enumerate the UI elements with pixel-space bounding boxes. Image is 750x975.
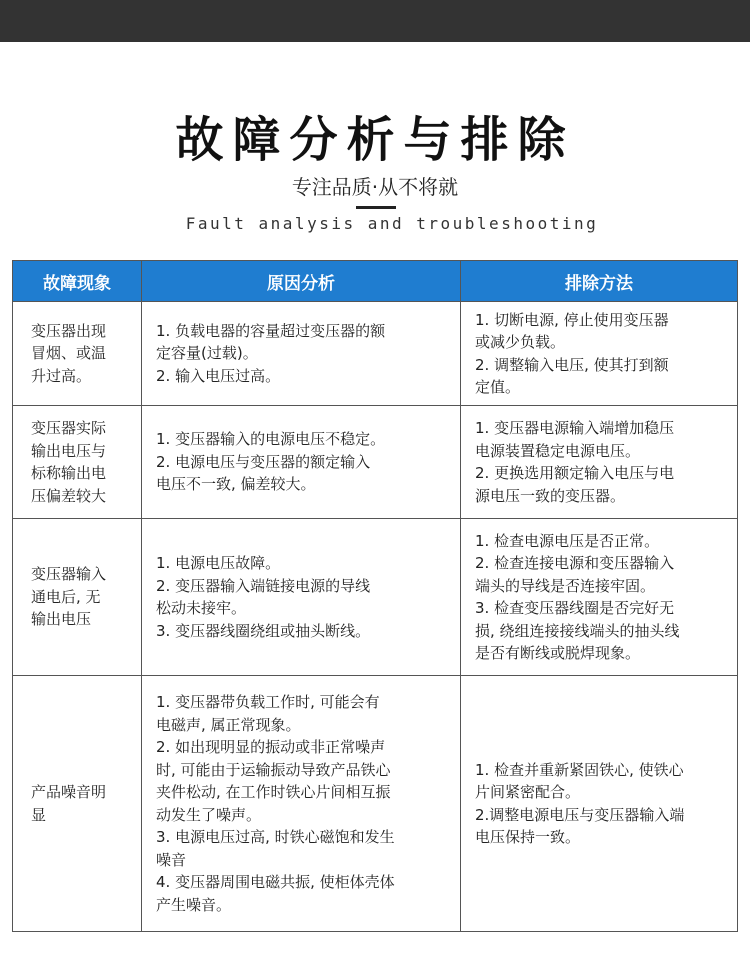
header-cause: 原因分析 bbox=[142, 261, 461, 302]
header-symptom: 故障现象 bbox=[13, 261, 142, 302]
text-line: 压偏差较大 bbox=[31, 486, 107, 505]
text-line: 定值。 bbox=[475, 378, 521, 396]
table-row bbox=[13, 676, 738, 932]
text-line: 2. 更换选用额定输入电压与电 bbox=[475, 464, 675, 482]
text-line: 电源装置稳定电源电压。 bbox=[475, 441, 641, 460]
text-line: 2.调整电源电压与变压器输入端 bbox=[475, 805, 685, 824]
table-header-row bbox=[13, 261, 738, 302]
text-line: 1. 切断电源, 停止使用变压器 bbox=[475, 310, 669, 329]
text-line: 是否有断线或脱焊现象。 bbox=[475, 644, 641, 662]
text-line: 2. 电源电压与变压器的额定输入 bbox=[156, 452, 371, 471]
page-subtitle: 专注品质·从不将就 bbox=[291, 175, 459, 199]
text-line: 冒烟、或温 bbox=[31, 344, 107, 363]
text-line: 变压器实际 bbox=[31, 419, 107, 437]
text-line: 输出电压与 bbox=[31, 441, 107, 460]
text-line: 端头的导线是否连接牢固。 bbox=[475, 576, 656, 595]
solution-cell bbox=[461, 406, 738, 519]
symptom-cell bbox=[13, 406, 142, 519]
text-line: 片间紧密配合。 bbox=[475, 783, 581, 801]
text-line: 变压器输入 bbox=[31, 565, 107, 584]
text-line: 升过高。 bbox=[31, 366, 92, 385]
text-line: 1. 电源电压故障。 bbox=[156, 554, 281, 572]
subtitle-divider bbox=[356, 206, 396, 209]
solution-cell bbox=[461, 302, 738, 406]
symptom-cell bbox=[13, 519, 142, 676]
text-line: 1. 变压器输入的电源电压不稳定。 bbox=[156, 430, 386, 449]
text-line: 2. 检查连接电源和变压器输入 bbox=[475, 554, 675, 572]
cause-cell bbox=[142, 302, 461, 406]
cause-cell bbox=[142, 676, 461, 932]
table-row bbox=[13, 302, 738, 406]
symptom-cell bbox=[13, 302, 142, 406]
text-line: 输出电压 bbox=[31, 610, 92, 629]
text-line: 产品噪音明 bbox=[31, 783, 107, 801]
text-line: 1. 变压器带负载工作时, 可能会有 bbox=[156, 693, 380, 711]
text-line: 3. 电源电压过高, 时铁心磁饱和发生 bbox=[156, 828, 395, 846]
text-line: 夹件松动, 在工作时铁心片间相互振 bbox=[156, 783, 391, 801]
top-bar bbox=[0, 0, 750, 42]
table-row bbox=[13, 519, 738, 676]
text-line: 变压器出现 bbox=[31, 321, 107, 340]
text-line: 2. 调整输入电压, 使其打到额 bbox=[475, 355, 669, 374]
cause-cell bbox=[142, 519, 461, 676]
english-subtitle: Fault analysis and troubleshooting bbox=[185, 214, 599, 233]
text-line: 电磁声, 属正常现象。 bbox=[156, 715, 301, 734]
text-line: 动发生了噪声。 bbox=[156, 805, 262, 824]
text-line: 定容量(过载)。 bbox=[156, 344, 258, 363]
text-line: 电压保持一致。 bbox=[475, 828, 581, 846]
fault-table bbox=[12, 260, 738, 932]
text-line: 1. 检查电源电压是否正常。 bbox=[475, 531, 660, 550]
text-line: 1. 变压器电源输入端增加稳压 bbox=[475, 419, 675, 437]
text-line: 1. 检查并重新紧固铁心, 使铁心 bbox=[475, 760, 684, 779]
text-line: 2. 如出现明显的振动或非正常噪声 bbox=[156, 738, 386, 756]
text-line: 3. 变压器线圈绕组或抽头断线。 bbox=[156, 621, 371, 640]
text-line: 3. 检查变压器线圈是否完好无 bbox=[475, 599, 675, 617]
symptom-cell bbox=[13, 676, 142, 932]
text-line: 噪音 bbox=[156, 850, 187, 869]
text-line: 产生噪音。 bbox=[156, 895, 232, 914]
text-line: 损, 绕组连接接线端头的抽头线 bbox=[475, 621, 680, 640]
page-title: 故障分析与排除 bbox=[175, 112, 575, 168]
text-line: 2. 变压器输入端链接电源的导线 bbox=[156, 576, 371, 595]
text-line: 或减少负载。 bbox=[475, 333, 566, 351]
table-row bbox=[13, 406, 738, 519]
cause-cell bbox=[142, 406, 461, 519]
text-line: 时, 可能由于运输振动导致产品铁心 bbox=[156, 760, 391, 779]
header-solution: 排除方法 bbox=[461, 261, 738, 302]
text-line: 2. 输入电压过高。 bbox=[156, 366, 281, 385]
text-line: 4. 变压器周围电磁共振, 使柜体壳体 bbox=[156, 873, 395, 891]
solution-cell bbox=[461, 519, 738, 676]
text-line: 标称输出电 bbox=[31, 464, 107, 482]
text-line: 通电后, 无 bbox=[31, 587, 101, 606]
text-line: 源电压一致的变压器。 bbox=[475, 486, 626, 505]
text-line: 1. 负载电器的容量超过变压器的额 bbox=[156, 321, 386, 340]
solution-cell bbox=[461, 676, 738, 932]
text-line: 松动未接牢。 bbox=[156, 599, 247, 617]
text-line: 电压不一致, 偏差较大。 bbox=[156, 475, 316, 494]
text-line: 显 bbox=[31, 805, 47, 824]
